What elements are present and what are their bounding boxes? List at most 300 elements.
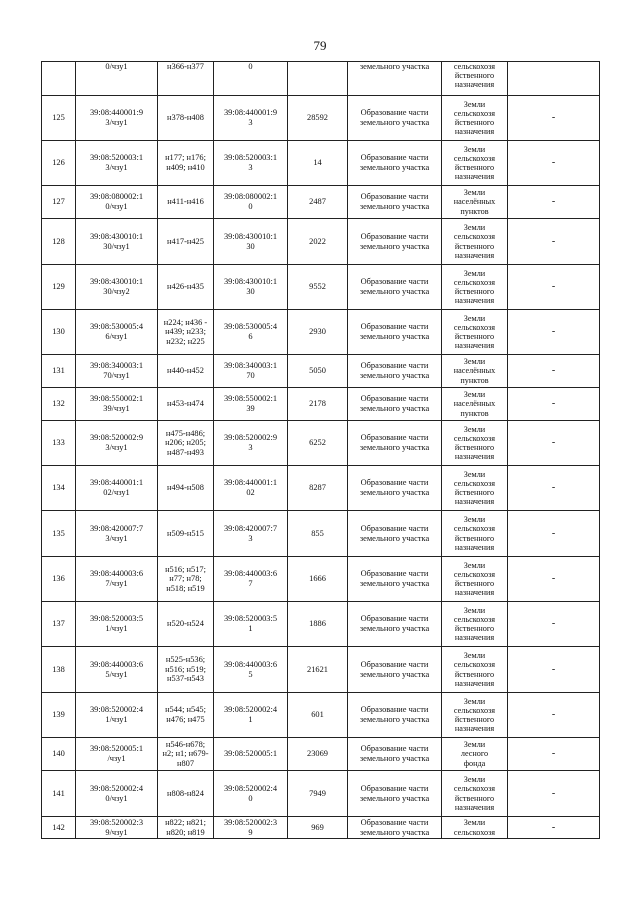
table-row xyxy=(42,141,600,186)
table-row xyxy=(42,647,600,693)
part-id-cell xyxy=(76,817,158,839)
cadastral-number-cell xyxy=(214,421,288,466)
boundary-points-line: н77; н78; xyxy=(169,574,202,584)
land-category-line: Земли xyxy=(463,99,486,109)
land-category-line: йственного xyxy=(454,715,495,724)
purpose-line: Образование части xyxy=(360,108,429,118)
part-id-line: 0/чзу1 xyxy=(105,202,128,211)
land-category-cell xyxy=(442,557,508,602)
land-category-line: Земли xyxy=(463,357,486,367)
cadastral-number-line: 39:08:430010:1 xyxy=(223,277,278,287)
land-category-line: сельскохозя xyxy=(453,524,496,534)
boundary-points-cell xyxy=(158,693,214,738)
row-number-cell xyxy=(42,62,76,96)
cadastral-number-cell xyxy=(214,265,288,310)
part-id-line: 39:08:440001:1 xyxy=(89,478,144,488)
boundary-points-line: н177; н176; xyxy=(165,153,206,163)
land-category-line: сельскохозя xyxy=(453,784,496,794)
land-category-line: Земли xyxy=(463,313,486,323)
cadastral-number-line: 39:08:520003:5 xyxy=(223,614,278,624)
boundary-points-line: н520-н524 xyxy=(167,619,204,629)
note-cell: - xyxy=(508,771,600,817)
land-category-cell xyxy=(442,771,508,817)
cadastral-number-line: 39 xyxy=(246,404,255,413)
table-row xyxy=(42,265,600,310)
area-cell: 28592 xyxy=(288,96,348,141)
purpose-line: земельного участка xyxy=(359,754,430,763)
purpose-cell xyxy=(348,186,442,219)
boundary-points-cell xyxy=(158,96,214,141)
cadastral-number-line: 9 xyxy=(248,827,253,837)
land-category-line: назначения xyxy=(454,588,495,598)
purpose-line: Образование части xyxy=(360,817,429,827)
part-id-line: 39:08:520002:3 xyxy=(89,817,144,827)
area-cell: 1666 xyxy=(288,557,348,602)
table-body xyxy=(42,62,600,839)
cadastral-number-line: 3 xyxy=(248,443,253,452)
part-id-cell xyxy=(76,771,158,817)
purpose-cell xyxy=(348,738,442,771)
note-cell: - xyxy=(508,647,600,693)
purpose-line: земельного участка xyxy=(359,827,430,837)
table-row xyxy=(42,466,600,511)
cadastral-number-line: 0 xyxy=(248,202,253,211)
row-number-cell: 135 xyxy=(42,511,76,557)
boundary-points-line: н807 xyxy=(176,758,195,768)
boundary-points-cell xyxy=(158,219,214,265)
boundary-points-cell xyxy=(158,557,214,602)
purpose-cell xyxy=(348,771,442,817)
purpose-line: земельного участка xyxy=(359,488,430,497)
purpose-cell xyxy=(348,310,442,355)
cadastral-number-cell xyxy=(214,466,288,511)
land-category-line: сельскохозя xyxy=(453,62,496,71)
purpose-line: Образование части xyxy=(360,659,429,669)
land-category-line: Земли xyxy=(463,560,486,570)
part-id-cell xyxy=(76,738,158,771)
part-id-line: 39:08:430010:1 xyxy=(89,231,144,241)
area-cell: 2487 xyxy=(288,186,348,219)
land-category-line: сельскохозя xyxy=(453,433,496,443)
area-cell: 2178 xyxy=(288,388,348,421)
land-category-cell xyxy=(442,647,508,693)
area-cell: 21621 xyxy=(288,647,348,693)
boundary-points-line: н487-н493 xyxy=(167,447,204,457)
purpose-line: земельного участка xyxy=(359,163,430,172)
part-id-cell xyxy=(76,647,158,693)
land-category-line: сельскохозя xyxy=(453,232,496,242)
purpose-line: Образование части xyxy=(360,523,429,533)
cadastral-number-line: 39:08:520005:1 xyxy=(223,749,278,759)
cadastral-number-cell xyxy=(214,557,288,602)
land-category-line: назначения xyxy=(454,633,495,643)
cadastral-number-cell xyxy=(214,647,288,693)
table-row xyxy=(42,817,600,839)
area-cell: 7949 xyxy=(288,771,348,817)
cadastral-number-line: 0 xyxy=(248,62,253,71)
part-id-cell xyxy=(76,388,158,421)
land-category-cell xyxy=(442,693,508,738)
part-id-cell xyxy=(76,355,158,388)
table-row xyxy=(42,738,600,771)
cadastral-number-line: 0 xyxy=(248,793,253,803)
land-category-line: Земли xyxy=(463,775,486,785)
part-id-line: 0/чзу1 xyxy=(105,793,128,803)
cadastral-number-cell xyxy=(214,141,288,186)
table-row xyxy=(42,557,600,602)
purpose-line: Образование части xyxy=(360,192,429,202)
boundary-points-line: н516; н519; xyxy=(165,664,206,674)
land-category-line: Земли xyxy=(463,469,486,479)
land-category-line: йственного xyxy=(454,241,495,251)
part-id-line: 1/чзу1 xyxy=(105,715,128,724)
part-id-line: 3/чзу1 xyxy=(105,163,128,172)
page-number: 79 xyxy=(313,38,327,53)
part-id-line: 39:08:440003:6 xyxy=(89,569,144,579)
row-number-cell: 130 xyxy=(42,310,76,355)
cadastral-number-line: 30 xyxy=(246,241,255,251)
part-id-cell xyxy=(76,219,158,265)
part-id-cell xyxy=(76,466,158,511)
cadastral-number-line: 39:08:520002:9 xyxy=(223,433,278,443)
part-id-line: 39:08:440001:9 xyxy=(89,108,144,118)
cadastral-number-line: 1 xyxy=(248,715,253,724)
land-category-line: сельскохозя xyxy=(453,478,496,488)
land-category-line: назначения xyxy=(454,80,495,90)
cadastral-number-line: 39:08:080002:1 xyxy=(223,192,278,202)
part-id-line: 39:08:520003:5 xyxy=(89,614,144,624)
area-cell: 9552 xyxy=(288,265,348,310)
part-id-cell xyxy=(76,186,158,219)
boundary-points-line: н525-н536; xyxy=(165,655,206,665)
cadastral-number-line: 39:08:440001:1 xyxy=(223,478,278,488)
boundary-points-line: н494-н508 xyxy=(167,483,204,493)
purpose-cell xyxy=(348,693,442,738)
cadastral-number-cell xyxy=(214,771,288,817)
land-category-line: сельскохозя xyxy=(453,322,496,332)
purpose-cell xyxy=(348,219,442,265)
part-id-line: 30/чзу1 xyxy=(103,241,130,251)
table-row xyxy=(42,310,600,355)
cadastral-number-line: 70 xyxy=(246,371,255,380)
purpose-line: земельного участка xyxy=(359,241,430,251)
cadastral-number-cell xyxy=(214,511,288,557)
land-category-cell xyxy=(442,310,508,355)
purpose-line: земельного участка xyxy=(359,202,430,211)
part-id-line: 6/чзу1 xyxy=(105,332,128,341)
note-cell: - xyxy=(508,602,600,647)
purpose-line: Образование части xyxy=(360,153,429,163)
part-id-line: 9/чзу1 xyxy=(105,827,128,837)
boundary-points-line: н820; н819 xyxy=(166,827,205,837)
table-row xyxy=(42,771,600,817)
cadastral-number-cell xyxy=(214,310,288,355)
table-row xyxy=(42,421,600,466)
land-category-line: Земли xyxy=(463,390,486,400)
land-category-line: назначения xyxy=(454,542,495,552)
cadastral-number-cell xyxy=(214,219,288,265)
purpose-line: Образование части xyxy=(360,614,429,624)
area-cell: 8287 xyxy=(288,466,348,511)
part-id-cell xyxy=(76,265,158,310)
note-cell: - xyxy=(508,96,600,141)
boundary-points-cell xyxy=(158,355,214,388)
cadastral-number-cell xyxy=(214,388,288,421)
land-category-line: пунктов xyxy=(460,206,489,216)
land-category-line: йственного xyxy=(454,533,495,543)
land-category-line: Земли xyxy=(463,818,486,828)
purpose-line: земельного участка xyxy=(359,443,430,452)
purpose-cell xyxy=(348,388,442,421)
land-category-cell xyxy=(442,817,508,839)
cadastral-number-line: 39:08:440003:6 xyxy=(223,659,278,669)
purpose-line: земельного участка xyxy=(359,404,430,413)
land-category-line: йственного xyxy=(454,287,495,296)
row-number-cell: 134 xyxy=(42,466,76,511)
cadastral-number-line: 39:08:520002:4 xyxy=(223,705,278,715)
part-id-line: 39:08:080002:1 xyxy=(89,192,144,202)
purpose-line: земельного участка xyxy=(359,793,430,803)
cadastral-number-line: 02 xyxy=(246,488,255,497)
cadastral-number-line: 39:08:440001:9 xyxy=(223,108,278,118)
boundary-points-cell xyxy=(158,186,214,219)
cadastral-number-line: 39:08:340003:1 xyxy=(223,361,278,371)
land-category-line: сельскохозя xyxy=(453,108,496,118)
purpose-cell xyxy=(348,265,442,310)
land-category-line: Земли xyxy=(463,424,486,434)
land-category-line: населённых xyxy=(453,366,496,376)
row-number-cell: 133 xyxy=(42,421,76,466)
area-cell xyxy=(288,62,348,96)
part-id-line: 39:08:520002:9 xyxy=(89,433,144,443)
row-number-cell: 128 xyxy=(42,219,76,265)
boundary-points-line: н808-н824 xyxy=(167,788,204,798)
purpose-cell xyxy=(348,355,442,388)
land-category-line: йственного xyxy=(454,118,495,127)
boundary-points-cell xyxy=(158,602,214,647)
cadastral-number-line: 39:08:440003:6 xyxy=(223,569,278,579)
cadastral-number-cell xyxy=(214,355,288,388)
boundary-points-cell xyxy=(158,62,214,96)
part-id-line: 39:08:520002:4 xyxy=(89,783,144,793)
cadastral-number-cell xyxy=(214,817,288,839)
cadastral-number-cell xyxy=(214,693,288,738)
cadastral-number-line: 39:08:430010:1 xyxy=(223,231,278,241)
boundary-points-line: н378-н408 xyxy=(167,113,204,123)
cadastral-number-cell xyxy=(214,738,288,771)
land-category-line: сельскохозя xyxy=(453,705,496,715)
part-id-line: 39:08:550002:1 xyxy=(89,394,144,404)
land-category-line: йственного xyxy=(454,488,495,497)
area-cell: 14 xyxy=(288,141,348,186)
boundary-points-cell xyxy=(158,817,214,839)
boundary-points-cell xyxy=(158,388,214,421)
part-id-line: 3/чзу1 xyxy=(105,118,128,127)
land-category-line: сельскохозя xyxy=(453,153,496,163)
purpose-line: Образование части xyxy=(360,705,429,715)
note-cell: - xyxy=(508,557,600,602)
purpose-line: Образование части xyxy=(360,322,429,332)
purpose-line: земельного участка xyxy=(359,332,430,341)
note-cell: - xyxy=(508,388,600,421)
note-cell: - xyxy=(508,141,600,186)
table-row xyxy=(42,96,600,141)
row-number-cell: 125 xyxy=(42,96,76,141)
part-id-line: 39:08:520002:4 xyxy=(89,705,144,715)
cadastral-number-line: 39:08:520002:4 xyxy=(223,783,278,793)
land-category-line: йственного xyxy=(454,163,495,172)
part-id-line: 1/чзу1 xyxy=(105,624,128,633)
purpose-cell xyxy=(348,141,442,186)
part-id-cell xyxy=(76,421,158,466)
boundary-points-line: н822; н821; xyxy=(165,817,206,827)
cadastral-number-line: 1 xyxy=(248,624,253,633)
purpose-line: земельного участка xyxy=(359,371,430,380)
part-id-line: 39:08:340003:1 xyxy=(89,361,144,371)
boundary-points-cell xyxy=(158,141,214,186)
boundary-points-cell xyxy=(158,466,214,511)
boundary-points-line: н546-н678; xyxy=(165,739,206,749)
table-row xyxy=(42,186,600,219)
area-cell: 855 xyxy=(288,511,348,557)
land-category-line: назначения xyxy=(454,127,495,137)
boundary-points-line: н516; н517; xyxy=(165,564,206,574)
table-row xyxy=(42,355,600,388)
part-id-cell xyxy=(76,141,158,186)
land-category-cell xyxy=(442,219,508,265)
land-category-line: назначения xyxy=(454,497,495,507)
part-id-cell xyxy=(76,557,158,602)
area-cell: 23069 xyxy=(288,738,348,771)
cadastral-number-line: 3 xyxy=(248,533,253,543)
row-number-cell: 129 xyxy=(42,265,76,310)
land-category-cell xyxy=(442,355,508,388)
land-category-line: йственного xyxy=(454,443,495,452)
note-cell: - xyxy=(508,310,600,355)
boundary-points-cell xyxy=(158,265,214,310)
row-number-cell: 137 xyxy=(42,602,76,647)
purpose-cell xyxy=(348,421,442,466)
land-category-cell xyxy=(442,602,508,647)
boundary-points-cell xyxy=(158,738,214,771)
row-number-cell: 142 xyxy=(42,817,76,839)
land-category-line: Земли xyxy=(463,696,486,706)
part-id-line: 5/чзу1 xyxy=(105,669,128,679)
boundary-points-line: н439; н233; xyxy=(165,327,206,337)
land-category-cell xyxy=(442,265,508,310)
area-cell: 5050 xyxy=(288,355,348,388)
area-cell: 969 xyxy=(288,817,348,839)
land-category-line: Земли xyxy=(463,268,486,278)
boundary-points-line: н426-н435 xyxy=(167,282,204,292)
land-category-line: йственного xyxy=(454,793,495,803)
purpose-cell xyxy=(348,602,442,647)
row-number-cell: 136 xyxy=(42,557,76,602)
purpose-line: Образование части xyxy=(360,231,429,241)
row-number-cell: 138 xyxy=(42,647,76,693)
purpose-line: земельного участка xyxy=(359,533,430,543)
land-category-line: назначения xyxy=(454,724,495,734)
land-category-cell xyxy=(442,388,508,421)
purpose-cell xyxy=(348,817,442,839)
boundary-points-cell xyxy=(158,421,214,466)
note-cell: - xyxy=(508,511,600,557)
land-category-line: йственного xyxy=(454,579,495,588)
land-category-line: Земли xyxy=(463,223,486,233)
cadastral-number-cell xyxy=(214,96,288,141)
part-id-line: /чзу1 xyxy=(107,754,126,763)
part-id-line: 3/чзу1 xyxy=(105,533,128,543)
boundary-points-line: н537-н543 xyxy=(167,674,204,684)
land-category-line: Земли xyxy=(463,515,486,525)
boundary-points-cell xyxy=(158,310,214,355)
part-id-cell xyxy=(76,310,158,355)
part-id-line: 39:08:530005:4 xyxy=(89,322,144,332)
purpose-line: земельного участка xyxy=(359,118,430,127)
cadastral-number-line: 6 xyxy=(248,332,253,341)
land-category-line: Земли xyxy=(463,740,486,750)
purpose-line: Образование части xyxy=(360,478,429,488)
note-cell xyxy=(508,62,600,96)
row-number-cell: 140 xyxy=(42,738,76,771)
land-category-line: населённых xyxy=(453,399,496,409)
land-category-line: назначения xyxy=(454,172,495,182)
note-cell: - xyxy=(508,186,600,219)
cadastral-number-line: 39:08:520003:1 xyxy=(223,153,278,163)
part-id-line: 30/чзу2 xyxy=(103,287,130,296)
area-cell: 601 xyxy=(288,693,348,738)
land-category-line: пунктов xyxy=(460,375,489,385)
area-cell: 2930 xyxy=(288,310,348,355)
land-category-cell xyxy=(442,186,508,219)
land-category-cell xyxy=(442,738,508,771)
land-category-line: йственного xyxy=(454,624,495,633)
land-category-line: сельскохозя xyxy=(453,569,496,579)
purpose-line: земельного участка xyxy=(359,624,430,633)
land-category-line: населённых xyxy=(453,197,496,207)
part-id-cell xyxy=(76,62,158,96)
purpose-cell xyxy=(348,557,442,602)
part-id-cell xyxy=(76,96,158,141)
row-number-cell: 132 xyxy=(42,388,76,421)
purpose-cell xyxy=(348,647,442,693)
purpose-line: Образование части xyxy=(360,744,429,754)
part-id-line: 39:08:520005:1 xyxy=(89,744,144,754)
boundary-points-cell xyxy=(158,511,214,557)
land-category-line: лесного xyxy=(460,749,489,759)
boundary-points-line: н544; н545; xyxy=(165,705,206,715)
area-cell: 1886 xyxy=(288,602,348,647)
note-cell: - xyxy=(508,421,600,466)
land-category-line: назначения xyxy=(454,341,495,351)
part-id-line: 39/чзу1 xyxy=(103,404,130,413)
boundary-points-cell xyxy=(158,771,214,817)
row-number-cell: 127 xyxy=(42,186,76,219)
boundary-points-line: н366-н377 xyxy=(167,62,204,71)
purpose-line: Образование части xyxy=(360,783,429,793)
cadastral-number-line: 39:08:420007:7 xyxy=(223,523,278,533)
land-category-cell xyxy=(442,466,508,511)
boundary-points-cell xyxy=(158,647,214,693)
row-number-cell: 131 xyxy=(42,355,76,388)
land-category-line: Земли xyxy=(463,651,486,661)
land-category-cell xyxy=(442,421,508,466)
land-category-cell xyxy=(442,96,508,141)
cadastral-number-line: 39:08:530005:4 xyxy=(223,322,278,332)
table-row xyxy=(42,693,600,738)
row-number-cell: 126 xyxy=(42,141,76,186)
cadastral-number-line: 30 xyxy=(246,287,255,296)
